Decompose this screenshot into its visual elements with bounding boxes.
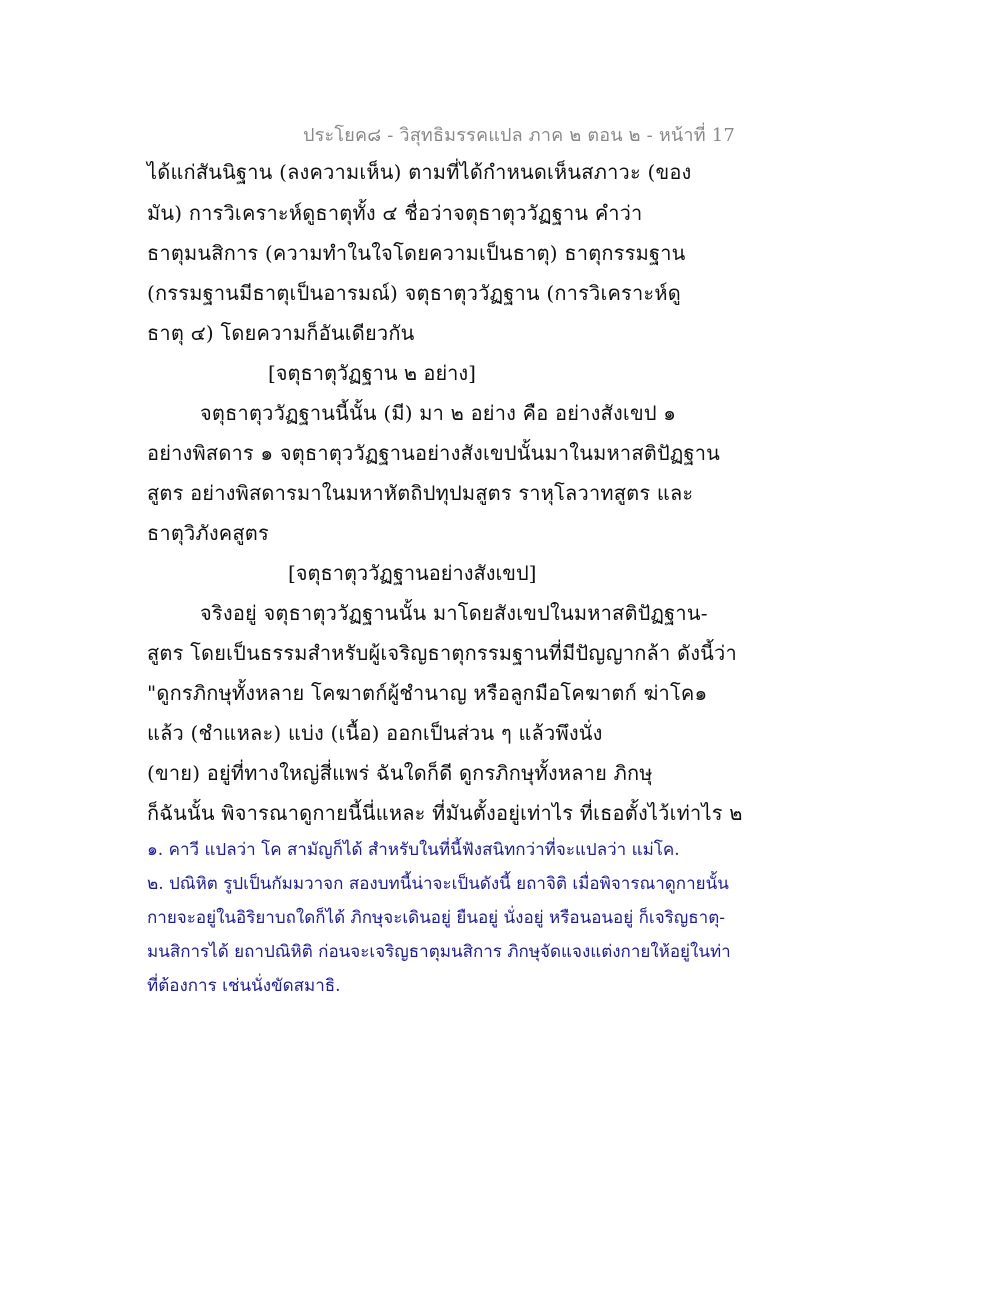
- body-line: ธาตุวิภังคสูตร: [147, 521, 269, 545]
- body-line: แล้ว (ชำแหละ) แบ่ง (เนื้อ) ออกเป็นส่วน ๆ แล้วพึงนั่ง: [147, 721, 603, 745]
- body-line: สูตร โดยเป็นธรรมสำหรับผู้เจริญธาตุกรรมฐานที่มีปัญญากล้า ดังนี้ว่า: [147, 641, 737, 665]
- body-line: (กรรมฐานมีธาตุเป็นอารมณ์) จตุธาตุววัฏฐาน (การวิเคราะห์ดู: [147, 281, 681, 305]
- body-line: (ขาย) อยู่ที่ทางใหญ่สี่แพร่ ฉันใดก็ดี ดูกรภิกษุทั้งหลาย ภิกษุ: [147, 761, 653, 785]
- body-line: จริงอยู่ จตุธาตุววัฏฐานนั้น มาโดยสังเขปในมหาสติปัฏฐาน-: [200, 601, 708, 625]
- section-heading: [จตุธาตุววัฏฐานอย่างสังเขป]: [288, 561, 537, 585]
- footnote-line: ที่ต้องการ เช่นนั่งขัดสมาธิ.: [147, 976, 341, 996]
- body-line: ก็ฉันนั้น พิจารณาดูกายนี้นี่แหละ ที่มันตั้งอยู่เท่าไร ที่เธอตั้งไว้เท่าไร ๒: [147, 801, 743, 825]
- body-line: ธาตุมนสิการ (ความทำในใจโดยความเป็นธาตุ) ธาตุกรรมฐาน: [147, 241, 686, 265]
- body-line: มัน) การวิเคราะห์ดูธาตุทั้ง ๔ ชื่อว่าจตุธาตุววัฏฐาน คำว่า: [147, 201, 643, 225]
- footnote-line: ๑. คาวี แปลว่า โค สามัญก็ได้ สำหรับในที่นี้ฟังสนิทกว่าที่จะแปลว่า แม่โค.: [147, 840, 680, 860]
- body-line: ธาตุ ๔) โดยความก็อันเดียวกัน: [147, 321, 415, 345]
- body-line: สูตร อย่างพิสดารมาในมหาหัตถิปทุปมสูตร ราหุโลวาทสูตร และ: [147, 481, 694, 505]
- body-line: อย่างพิสดาร ๑ จตุธาตุววัฏฐานอย่างสังเขปนั้นมาในมหาสติปัฏฐาน: [147, 441, 720, 465]
- footnote-line: กายจะอยู่ในอิริยาบถใดก็ได้ ภิกษุจะเดินอยู่ ยืนอยู่ นั่งอยู่ หรือนอนอยู่ ก็เจริญธาตุ-: [147, 908, 725, 928]
- body-line: "ดูกรภิกษุทั้งหลาย โคฆาตก์ผู้ชำนาญ หรือลูกมือโคฆาตก์ ฆ่าโค๑: [147, 681, 708, 705]
- section-heading: [จตุธาตุวัฏฐาน ๒ อย่าง]: [268, 361, 476, 385]
- body-line: จตุธาตุววัฏฐานนี้นั้น (มี) มา ๒ อย่าง คือ อย่างสังเขป ๑: [200, 401, 677, 425]
- footnote-line: มนสิการได้ ยถาปณิหิติ ก่อนจะเจริญธาตุมนสิการ ภิกษุจัดแจงแต่งกายให้อยู่ในท่า: [147, 942, 731, 962]
- body-line: ได้แก่สันนิฐาน (ลงความเห็น) ตามที่ได้กำหนดเห็นสภาวะ (ของ: [147, 160, 692, 184]
- footnote-line: ๒. ปณิหิต รูปเป็นกัมมวาจก สองบทนี้น่าจะเป็นดังนี้ ยถาจิติ เมื่อพิจารณาดูกายนั้น: [147, 874, 729, 894]
- page-header: ประโยค๘ - วิสุทธิมรรคแปล ภาค ๒ ตอน ๒ - หน้าที่ 17: [303, 125, 736, 146]
